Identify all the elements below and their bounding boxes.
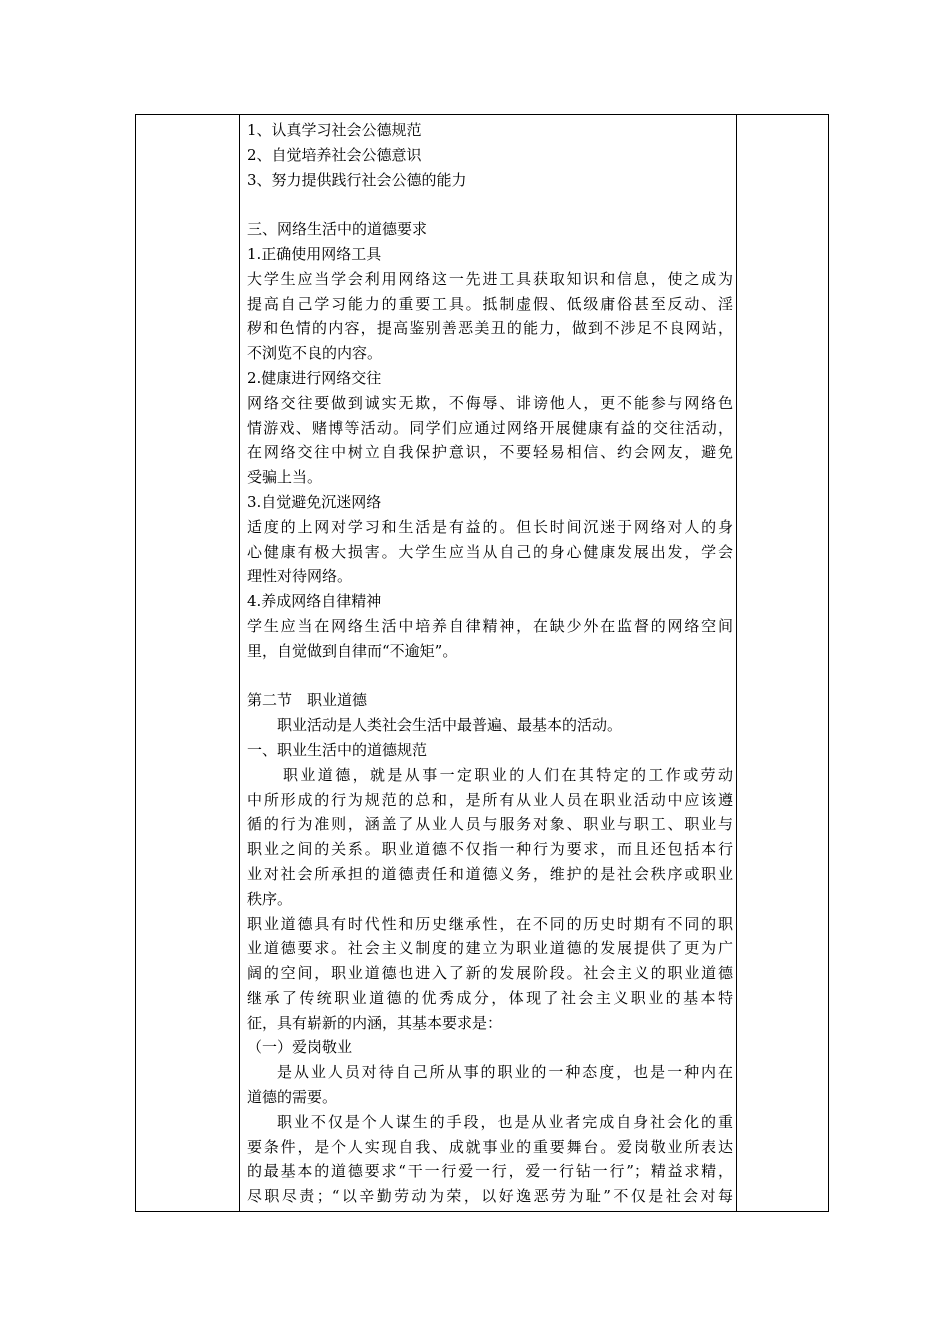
- text-line: 1、认真学习社会公德规范: [247, 121, 422, 139]
- text-line: 3、努力提供践行社会公德的能力: [247, 170, 467, 189]
- text-line: 适度的上网对学习和生活是有益的。但长时间沉迷于网络对人的身: [247, 517, 733, 536]
- blank-line: [247, 192, 733, 217]
- text-line: 尽职尽责；“以辛勤劳动为荣，以好逸恶劳为耻”不仅是社会对每: [247, 1187, 733, 1206]
- text-line: 大学生应当学会利用网络这一先进工具获取知识和信息，使之成为: [247, 269, 733, 288]
- column-divider-right: [736, 115, 737, 1211]
- text-line: 理性对待网络。: [247, 567, 353, 586]
- text-line: 道德的需要。: [247, 1088, 338, 1107]
- text-line: 4.养成网络自律精神: [247, 592, 382, 611]
- text-line: 2.健康进行网络交往: [247, 368, 382, 387]
- column-divider-left: [239, 115, 240, 1211]
- text-line: 里，自觉做到自律而“不逾矩”。: [247, 641, 458, 660]
- text-line: 职业道德，就是从事一定职业的人们在其特定的工作或劳动: [283, 765, 733, 784]
- text-line: 三、网络生活中的道德要求: [247, 220, 428, 239]
- text-line: 继承了传统职业道德的优秀成分，体现了社会主义职业的基本特: [247, 988, 733, 1007]
- text-line: 职业道德具有时代性和历史继承性，在不同的历史时期有不同的职: [247, 914, 733, 933]
- text-line: 要条件，是个人实现自我、成就事业的重要舞台。爱岗敬业所表达: [247, 1137, 733, 1156]
- text-line: 秽和色情的内容，提高鉴别善恶美丑的能力，做到不涉足不良网站，: [247, 319, 733, 338]
- text-line: 心健康有极大损害。大学生应当从自己的身心健康发展出发，学会: [247, 542, 733, 561]
- text-line: 1.正确使用网络工具: [247, 244, 382, 263]
- text-line: 阔的空间，职业道德也进入了新的发展阶段。社会主义的职业道德: [247, 964, 733, 983]
- text-line: 网络交往要做到诚实无欺，不侮辱、诽谤他人，更不能参与网络色: [247, 393, 733, 412]
- text-line: 一、职业生活中的道德规范: [247, 740, 428, 759]
- text-line: 3.自觉避免沉迷网络: [247, 492, 382, 511]
- text-line: 受骗上当。: [247, 468, 323, 487]
- table-frame: [135, 114, 829, 1212]
- text-line: 2、自觉培养社会公德意识: [247, 145, 422, 164]
- text-line: 第二节 职业道德: [247, 691, 368, 710]
- text-line: 业对社会所承担的道德责任和道德义务，维护的是社会秩序或职业: [247, 864, 733, 883]
- text-line: 不浏览不良的内容。: [247, 344, 383, 363]
- text-line: 是从业人员对待自己所从事的职业的一种态度，也是一种内在: [277, 1063, 733, 1082]
- text-line: 提高自己学习能力的重要工具。抵制虚假、低级庸俗甚至反动、淫: [247, 294, 733, 313]
- text-line: 征，具有崭新的内涵，其基本要求是：: [247, 1013, 503, 1032]
- text-line: 在网络交往中树立自我保护意识，不要轻易相信、约会网友，避免: [247, 443, 733, 462]
- text-line: 职业之间的关系。职业道德不仅指一种行为要求，而且还包括本行: [247, 840, 733, 859]
- text-line: 情游戏、赌博等活动。同学们应通过网络开展健康有益的交往活动，: [247, 418, 733, 437]
- text-line: 秩序。: [247, 889, 293, 908]
- text-line: 循的行为准则，涵盖了从业人员与服务对象、职业与职工、职业与: [247, 815, 733, 834]
- text-line: 的最基本的道德要求“干一行爱一行，爱一行钻一行”；精益求精，: [247, 1162, 733, 1181]
- blank-line: [247, 664, 733, 689]
- text-line: 业道德要求。社会主义制度的建立为职业道德的发展提供了更为广: [247, 939, 733, 958]
- text-line: 职业不仅是个人谋生的手段，也是从业者完成自身社会化的重: [277, 1112, 733, 1131]
- text-line: 学生应当在网络生活中培养自律精神，在缺少外在监督的网络空间: [247, 616, 733, 635]
- text-line: （一）爱岗敬业: [247, 1038, 353, 1057]
- text-line: 职业活动是人类社会生活中最普遍、最基本的活动。: [277, 716, 623, 735]
- text-line: 中所形成的行为规范的总和，是所有从业人员在职业活动中应该遵: [247, 790, 733, 809]
- content-cell: [247, 118, 733, 1209]
